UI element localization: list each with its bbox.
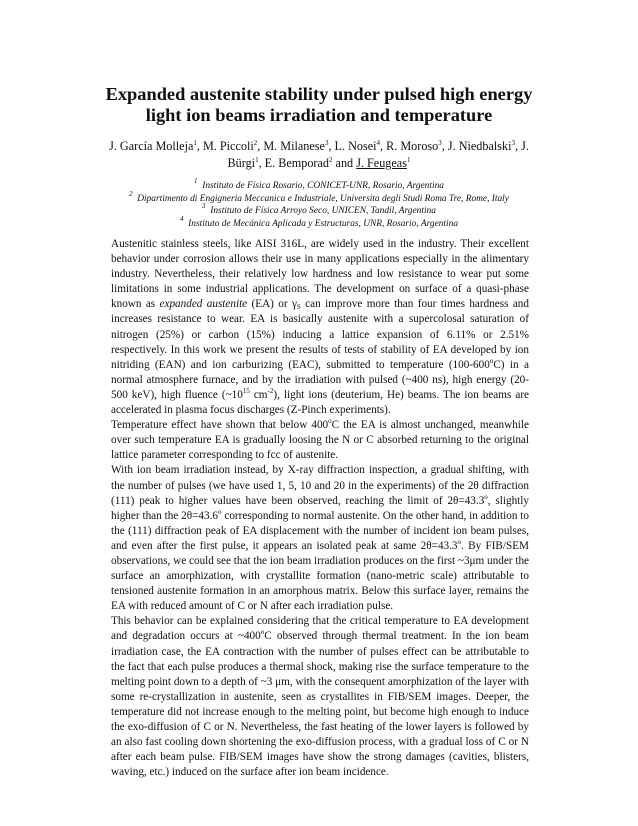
text-run: Temperature effect have shown that below 400 [111, 419, 329, 432]
author-affiliation-mark: 3 [324, 139, 329, 147]
text-run: o [217, 507, 222, 516]
text-run: (EA) or γ [247, 298, 297, 311]
text-run: o [484, 492, 488, 501]
author-affiliation-mark: 1 [406, 156, 411, 164]
author-name: E. Bemporad [264, 156, 329, 170]
author-affiliation-mark: 3 [511, 139, 515, 147]
author-separator: , [196, 139, 203, 153]
text-run: 15 [242, 386, 250, 395]
author-separator: , [328, 139, 335, 153]
author-name: L. Nosei [334, 139, 377, 153]
text-run: C) in a normal atmosphere furnace, and by the irradiation with pulsed (~400 ns), high energy (20-500 keV), high fluence (~10 [111, 358, 529, 401]
author-separator: , [441, 139, 448, 153]
text-run: This behavior can be explained considering that the critical temperature to EA development and degradation occurs at ~400 [111, 615, 529, 643]
affiliation-number: 4 [179, 214, 184, 223]
affiliation-list [96, 177, 542, 230]
author-affiliation-mark: 2 [328, 156, 333, 164]
author-name: M. Milanese [263, 139, 325, 153]
affiliation-line [96, 189, 542, 206]
text-run: o [328, 417, 332, 426]
abstract-paragraph [111, 237, 529, 418]
affiliation-number: 3 [202, 202, 206, 211]
author-separator: , [380, 139, 387, 153]
author-name: R. Moroso [386, 139, 439, 153]
affiliation-text: Instituto de Física Arroyo Seco, UNICEN, Tandil, Argentina [210, 206, 436, 217]
author-affiliation-mark: 3 [438, 139, 442, 147]
affiliation-line [96, 177, 542, 193]
text-run: ), light ions (deuterium, He) beams. The ion beams are accelerated in plasma focus discharges (Z-Pinch experiments). [111, 388, 530, 417]
author-affiliation-mark: 4 [376, 139, 381, 147]
text-run: can improve more than four times hardness and increases resistance to wear. EA is basically austenite with a supercolosal saturation of nitrogen (25%) or carbon (15%) inducing a lattice expansion of 6.11% or 2.51% respectively. In this work we present the results of tests of stability of EA developed by ion nitriding (EAN) and ion carburizing (EAC), submitted to temperature (100-600 [111, 298, 529, 371]
affiliation-text: Dipartimento di Engigneria Meccanica e Industriale, Universita degli Studi Roma Tre, Rome, Italy [137, 193, 509, 204]
author-name: J. Niedbalski [447, 139, 512, 153]
text-run: C observed through thermal treatment. In the ion beam irradiation case, the EA contraction with the number of pulses effect can be attributable to the fact that each pulse produces a thermal shock, making rise the surface temperature to the melting point down to a depth of ~3 μm, with the consequent amorphization of the layer with some re-crystallization in austenite, seen as crystallites in FIB/SEM images. Deeper, the temperature did not increase enough to the melting point, but become high enough to induce the exo-diffusion of C or N. Nevertheless, the fast heating of the lower layers is followed by an also fast cooling down shortening the exo-diffusion process, with a gradual loss of C or N after each beam pulse. FIB/SEM images have show the strong damages (cavities, blisters, waving, etc.) induced on the surface after ion beam incidence. [111, 630, 529, 779]
affiliation-line [96, 214, 542, 231]
text-run: . By FIB/SEM observations, we could see that the ion beam irradiation produces on the first ~3μm under the surface an amorphization, with crystallite formation (nano-metric scale) attributable to tensioned austenite formation in an amorphous matrix. Below this surface layer, remains the EA with reduced amount of C or N after each irradiation pulse. [111, 539, 530, 613]
text-run: o [457, 537, 462, 546]
author-name: M. Piccoli [202, 139, 254, 153]
text-run: o [260, 628, 265, 637]
author-name: J. Feugeas [356, 156, 407, 170]
abstract-paragraph [111, 418, 529, 463]
author-list [96, 138, 542, 172]
text-run: Austenitic stainless steels, like AISI 316L, are widely used in the industry. Their excellent behavior under corrosion allows their use in many applications especially in the alimentary industry. Nevertheless, their relatively low hardness and low resistance to wear put some limitations in some industrial applications. The development on surface of a quasi-phase known as [111, 238, 529, 311]
affiliation-line [96, 202, 542, 218]
text-run: With ion beam irradiation instead, by X-ray diffraction inspection, a gradual shifting, with the number of pulses (we have used 1, 5, 10 and 20 in the experiments) of the 2θ diffraction (111) peak to higher values have been observed, reaching the limit of 2θ=43.3 [111, 464, 529, 507]
author-separator: , [257, 139, 264, 153]
text-run: expanded austenite [159, 298, 248, 311]
author-affiliation-mark: 2 [253, 139, 258, 147]
title-line-2: light ion beams irradiation and temperature [145, 105, 493, 125]
paper-title [60, 84, 578, 126]
affiliation-text: Instituto de Física Rosario, CONICET-UNR, Rosario, Argentina [202, 181, 444, 191]
author-separator: , [515, 139, 522, 153]
title-line-1: Expanded austenite stability under pulsed high energy [105, 84, 533, 104]
affiliation-text: Instituto de Mecánica Aplicada y Estructuras, UNR, Rosario, Argentina [188, 218, 459, 229]
author-separator: and [332, 156, 357, 170]
author-name: J. García Molleja [109, 139, 194, 153]
text-run: , slightly higher than the 2θ=43.6 [111, 494, 529, 522]
affiliation-number: 2 [129, 189, 133, 198]
text-run: S [296, 303, 301, 312]
text-run: -2 [267, 386, 274, 395]
text-run: corresponding to normal austenite. On the other hand, in addition to the (111) diffraction peak of EA displacement with the number of incident ion beam pulses, and even after the first pulse, it appears an isolated peak at same 2θ=43.3 [111, 509, 529, 552]
text-run: o [489, 356, 494, 365]
author-affiliation-mark: 1 [193, 139, 197, 147]
author-name: J. Bürgi [227, 139, 529, 170]
affiliation-number: 1 [194, 177, 198, 185]
text-run: cm [249, 388, 268, 401]
author-affiliation-mark: 1 [255, 156, 259, 164]
abstract-paragraph [111, 463, 529, 614]
text-run: C the EA is almost unchanged, meanwhile over such temperature EA is gradually loosing the N or C absorbed returning to the original lattice parameter corresponding to fcc of austenite. [111, 419, 529, 462]
abstract-body [111, 237, 529, 780]
abstract-paragraph [111, 614, 529, 780]
author-separator: , [258, 156, 265, 170]
